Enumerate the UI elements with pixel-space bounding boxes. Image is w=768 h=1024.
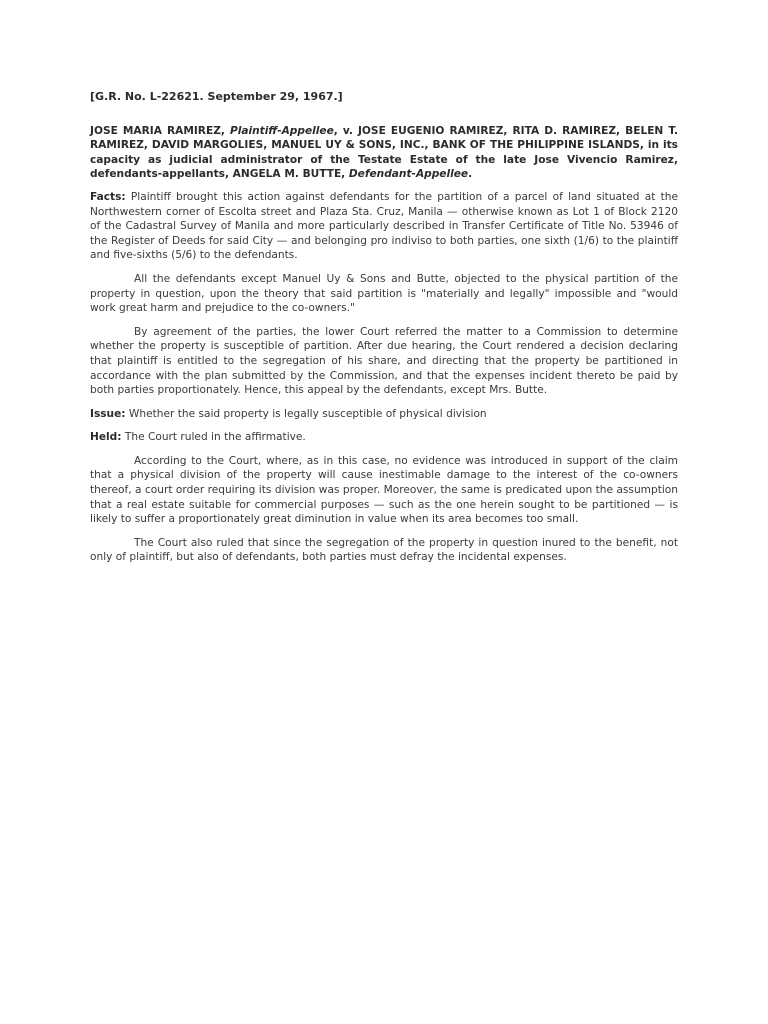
expenses-paragraph: The Court also ruled that since the segregation of the property in question inured to the benefit, not only of plaintiff, but also of defendants, both parties must defray the incidental expenses. xyxy=(90,536,678,564)
facts-text: Plaintiff brought this action against defendants for the partition of a parcel of land situated at the Northwestern corner of Escolta street and Plaza Sta. Cruz, Manila — otherwise known as Lot 1 of Block 2120 of the Cadastral Survey of Manila and more particularly described in Transfer Certificate of Title No. 53946 of the Register of Deeds for said City — and belonging pro indiviso to both parties, one sixth (1/6) to the plaintiff and five-sixths (5/6) to the defendants. xyxy=(90,190,678,262)
according-paragraph: According to the Court, where, as in this case, no evidence was introduced in support of the claim that a physical division of the property will cause inestimable damage to the interest of the co-owners thereof, a court order requiring its division was proper. Moreover, the same is predicated upon the assumption that a real estate suitable for commercial purposes — such as the one herein sought to be partitioned — is likely to suffer a proportionately great diminution in value when its area becomes too small. xyxy=(90,454,678,526)
plaintiff-role: Plaintiff-Appellee xyxy=(229,124,334,137)
facts-paragraph xyxy=(90,190,678,263)
appellee-role: Defendant-Appellee xyxy=(348,168,469,181)
agreement-paragraph: By agreement of the parties, the lower Court referred the matter to a Commission to determine whether the property is susceptible of partition. After due hearing, the Court rendered a decision declaring that plaintiff is entitled to the segregation of his share, and directing that the property be partitioned in accordance with the plan submitted by the Commission, and that the expenses incident thereto be paid by both parties proportionately. Hence, this appeal by the defendants, except Mrs. Butte. xyxy=(90,325,678,397)
plaintiff-name: JOSE MARIA RAMIREZ, xyxy=(90,124,230,137)
facts-label: Facts: xyxy=(90,190,126,203)
held-paragraph xyxy=(90,430,678,445)
issue-text: Whether the said property is legally susceptible of physical division xyxy=(125,407,487,420)
case-parties xyxy=(90,124,678,182)
held-text: The Court ruled in the affirmative. xyxy=(121,431,306,444)
case-digest-document xyxy=(90,90,678,574)
issue-label: Issue: xyxy=(90,407,126,420)
objection-paragraph: All the defendants except Manuel Uy & Sons and Butte, objected to the physical partition of the property in question, upon the theory that said partition is "materially and legally" impossible and "would work great harm and prejudice to the co-owners." xyxy=(90,272,678,315)
case-citation: [G.R. No. L-22621. September 29, 1967.] xyxy=(90,90,343,103)
defendants-list: , v. JOSE EUGENIO RAMIREZ, RITA D. RAMIREZ, BELEN T. RAMIREZ, DAVID MARGOLIES, MANUEL UY & SONS, INC., BANK OF THE PHILIPPINE ISLANDS, in its capacity as judicial administrator of the Testate Estate of the late Jose Vivencio Ramirez, defendants-appellants, ANGELA M. BUTTE, xyxy=(90,124,678,181)
held-label: Held: xyxy=(90,431,122,444)
parties-end: . xyxy=(468,168,473,181)
issue-paragraph xyxy=(90,407,678,422)
